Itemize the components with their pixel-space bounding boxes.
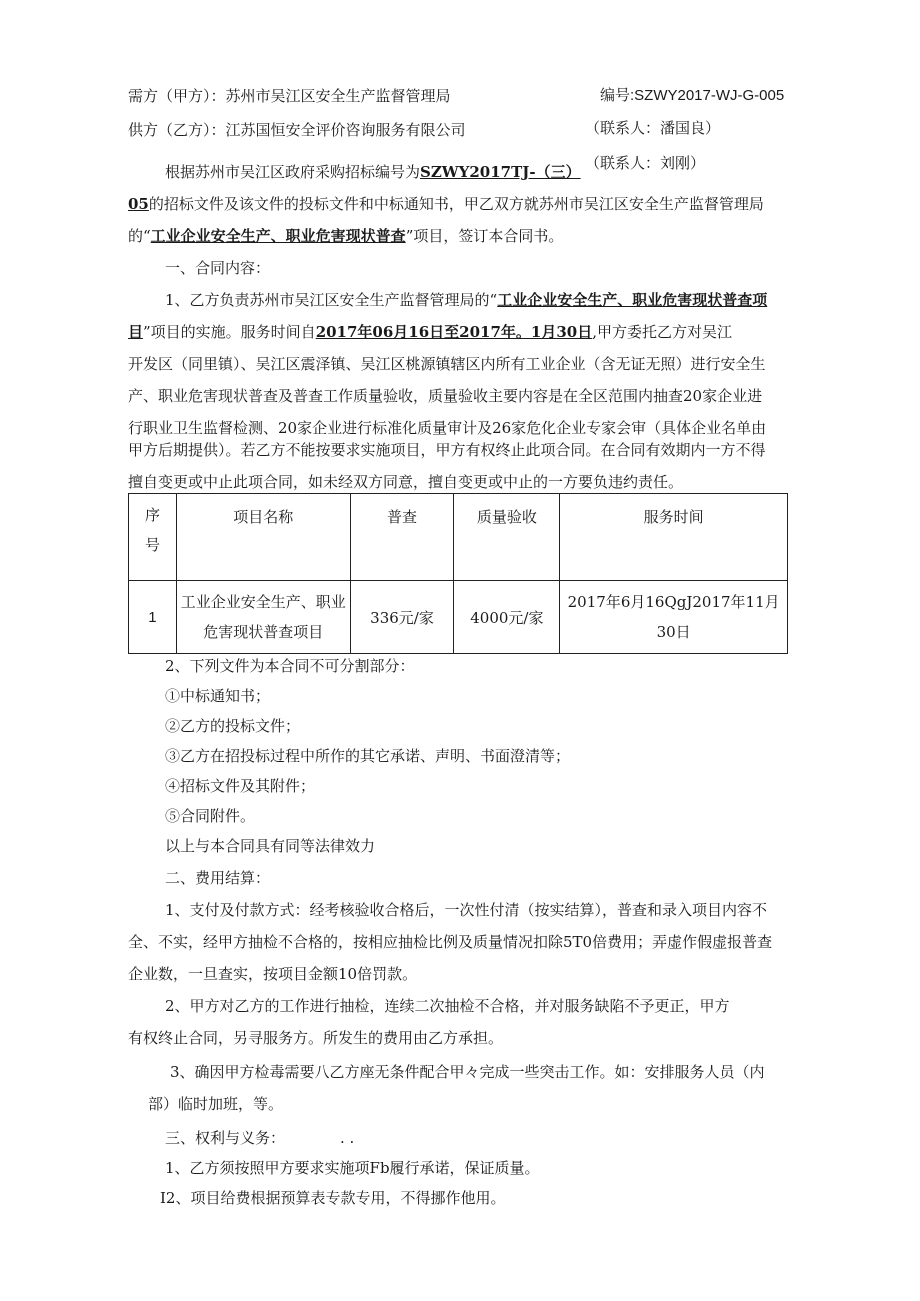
col-seq-1: 序	[144, 506, 160, 524]
s1-p1-line-4: 产、职业危害现状普查及普查工作质量验收，质量验收主要内容是在全区范围内抽查20家企业进	[128, 387, 763, 405]
row-survey-price: 336元/家	[350, 581, 454, 654]
section-3-dots: . .	[340, 1129, 355, 1147]
s1-p1-line-3: 开发区（同里镇）、吴江区震泽镇、吴江区桃源镇辖区内所有工业企业（含无证无照）进行安全生	[128, 355, 766, 373]
section-3-title: 三、权利与义务：	[165, 1129, 286, 1147]
contract-no-label: 编号:	[600, 87, 635, 104]
s2-p1-line-2: 全、不实，经甲方抽检不合格的，按相应抽检比例及质量情况扣除5T0倍费用；弄虚作假虚报普查	[128, 933, 773, 951]
tender-number: SZWY2017TJ-（三）	[420, 163, 581, 181]
party-b-label: 供方（乙方）：	[128, 121, 226, 139]
contact-b: （联系人：刘刚）	[585, 154, 706, 172]
intro-text-1a: 根据苏州市吴江区政府采购招标编号为	[165, 163, 421, 181]
item-2-list-4: ④招标文件及其附件；	[165, 777, 316, 795]
party-b-line	[128, 120, 466, 140]
col-survey-label: 普查	[387, 508, 418, 526]
party-b-name: 江苏国恒安全评价咨询服务有限公司	[225, 121, 466, 139]
intro-text-3c: ”项目，签订本合同书。	[405, 227, 564, 245]
table-row	[129, 581, 788, 654]
col-service-time	[560, 494, 788, 581]
row-service-time	[560, 581, 788, 654]
item-2-title: 2、下列文件为本合同不可分割部分：	[165, 657, 415, 675]
s1-p1-line-5: 行职业卫生监督检测、20家企业进行标准化质量审计及26家危化企业专家会审（具体企业名单由	[128, 419, 767, 437]
s2-p3-line-1: 3、确因甲方检毒需要八乙方座无条件配合甲々完成一些突击工作。如：安排服务人员（内	[170, 1063, 765, 1081]
s3-item-1: 1、乙方须按照甲方要求实施项Fb履行承诺，保证质量。	[165, 1159, 540, 1177]
intro-line-3	[128, 226, 563, 246]
s2-p1-line-3: 企业数，一旦查实，按项目金额10倍罚款。	[128, 965, 418, 983]
contact-a: （联系人：潘国良）	[585, 119, 721, 137]
intro-text-2b: 的招标文件及该文件的投标文件和中标通知书，甲乙双方就苏州市吴江区安全生产监督管理局	[148, 195, 764, 213]
item-2-list-3: ③乙方在招投标过程中所作的其它承诺、声明、书面澄清等；	[165, 747, 571, 765]
service-period: 2017年06月16日至2017年。1月30日	[315, 323, 593, 341]
s1-p1-line-7: 擅自变更或中止此项合同，如未经双方同意，擅自变更或中止的一方要负违约责任。	[128, 473, 684, 491]
col-qa-label: 质量验收	[476, 508, 537, 526]
intro-line-1	[165, 162, 581, 182]
s2-p1-line-1: 1、支付及付款方式：经考核验收合格后，一次性付清（按实结算），普查和录入项目内容不	[165, 901, 768, 919]
row-service-time-1: 2017年6月16QgJ2017年11月	[567, 593, 780, 611]
section-1-title: 一、合同内容：	[165, 259, 271, 277]
s1-project-name-end: 目	[128, 323, 144, 341]
row-project-name	[176, 581, 350, 654]
col-seq-2: 号	[144, 536, 160, 554]
row-project-name-1: 工业企业安全生产、职业	[180, 593, 346, 611]
s2-p2-line-1: 2、甲方对乙方的工作进行抽检，连续二次抽检不合格，并对服务缺陷不予更正，甲方	[165, 997, 730, 1015]
s3-item-2: I2、项目给费根据预算表专款专用，不得挪作他用。	[160, 1189, 506, 1207]
s1-p1-text-2d: ,甲方委托乙方对吴江	[592, 323, 733, 341]
row-qa-price: 4000元/家	[454, 581, 560, 654]
row-seq: 1	[129, 581, 177, 654]
s2-p2-line-2: 有权终止合同，另寻服务方。所发生的费用由乙方承担。	[128, 1029, 504, 1047]
col-time-label: 服务时间	[643, 508, 704, 526]
tender-number-suffix: 05	[128, 195, 149, 213]
party-a-name: 苏州市吴江区安全生产监督管理局	[225, 87, 451, 105]
table-header-row	[129, 494, 788, 581]
section-2-title: 二、费用结算：	[165, 869, 271, 887]
col-project-name	[176, 494, 350, 581]
col-survey	[350, 494, 454, 581]
item-2-list-1: ①中标通知书；	[165, 687, 271, 705]
row-service-time-2: 30日	[656, 623, 691, 641]
s1-project-name: 工业企业安全生产、职业危害现状普查项	[497, 291, 768, 309]
col-project-name-label: 项目名称	[233, 508, 294, 526]
intro-text-3a: 的“	[128, 227, 151, 245]
legal-effect-note: 以上与本合同具有同等法律效力	[165, 837, 376, 855]
contract-no-value: SZWY2017-WJ-G-005	[634, 87, 785, 104]
project-name: 工业企业安全生产、职业危害现状普查	[150, 227, 406, 245]
s1-p1-line-6: 甲方后期提供）。若乙方不能按要求实施项目，甲方有权终止此项合同。在合同有效期内一方不得	[128, 441, 766, 459]
s1-p1-line-2	[128, 322, 732, 342]
s2-p3-line-2: 部）临时加班，等。	[148, 1095, 284, 1113]
item-2-list-5: ⑤合同附件。	[165, 807, 256, 825]
col-seq	[129, 494, 177, 581]
s1-p1-line-1	[165, 290, 767, 310]
party-a-line	[128, 86, 451, 106]
s1-p1-text-1a: 1、乙方负责苏州市吴江区安全生产监督管理局的“	[165, 291, 498, 309]
row-project-name-2: 危害现状普查项目	[203, 623, 324, 641]
item-2-list-2: ②乙方的投标文件；	[165, 717, 301, 735]
s1-p1-text-2b: ”项目的实施。服务时间自	[143, 323, 316, 341]
col-quality-acceptance	[454, 494, 560, 581]
party-a-label: 需方（甲方）：	[128, 87, 226, 105]
service-table	[128, 493, 788, 654]
contract-number	[600, 86, 784, 106]
intro-line-2	[128, 194, 764, 214]
